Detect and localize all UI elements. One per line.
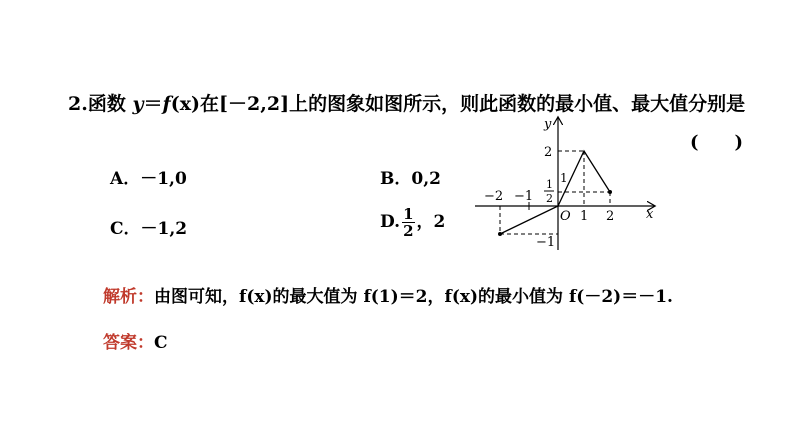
answer-value: C [154,333,168,353]
function-graph [470,110,670,255]
tick-x-2: 2 [606,209,615,224]
tick-y-half-den: 2 [546,192,553,205]
option-d-label: D. [380,212,401,232]
answer [103,328,168,353]
tick-y-1: 1 [560,171,568,185]
answer-label: 答案： [103,333,154,353]
option-d-rest: ，2 [416,212,446,232]
x-axis-label: x [646,207,654,222]
option-b-label: B． [380,169,412,189]
option-b[interactable] [380,164,441,189]
option-d-numerator: 1 [403,205,414,223]
option-d-fraction [402,206,414,239]
solution-text: 由图可知，f(x)的最大值为 f(1)＝2，f(x)的最小值为 f(－2)＝－1. [154,287,673,307]
solution [103,282,673,307]
option-d-denominator: 2 [403,222,414,240]
origin-label: O [560,209,571,224]
question-var-x: (x) [170,93,201,115]
tick-x-neg1: −1 [514,189,534,204]
question-eq: ＝ [143,93,163,115]
option-c-value: －1,2 [140,219,188,239]
question-text-part2: 在[－2,2]上的图象如图所示，则此函数的最小值、最大值分别是 [200,93,746,115]
option-a-value: －1,0 [140,169,187,189]
endpoint-right [608,190,612,194]
question-var-f: f [162,93,171,115]
option-a-label: A． [110,169,141,189]
question-text-part1: 函数 [87,93,133,115]
option-c[interactable] [110,214,187,239]
tick-y-2: 2 [544,145,553,160]
question-number: 2. [68,93,88,115]
y-axis-label: y [544,117,552,132]
solution-label: 解析： [103,287,154,307]
tick-y-half-num: 1 [546,178,553,191]
option-b-value: 0,2 [411,169,441,189]
option-a[interactable] [110,164,187,189]
answer-blank: ( ) [690,132,744,153]
option-c-label: C． [110,219,141,239]
tick-x-neg2: −2 [484,189,504,204]
tick-x-1: 1 [580,209,589,224]
option-d[interactable] [380,206,445,239]
question-var-y: y [132,93,144,115]
endpoint-left [498,232,502,236]
tick-y-neg1: −1 [536,235,556,250]
